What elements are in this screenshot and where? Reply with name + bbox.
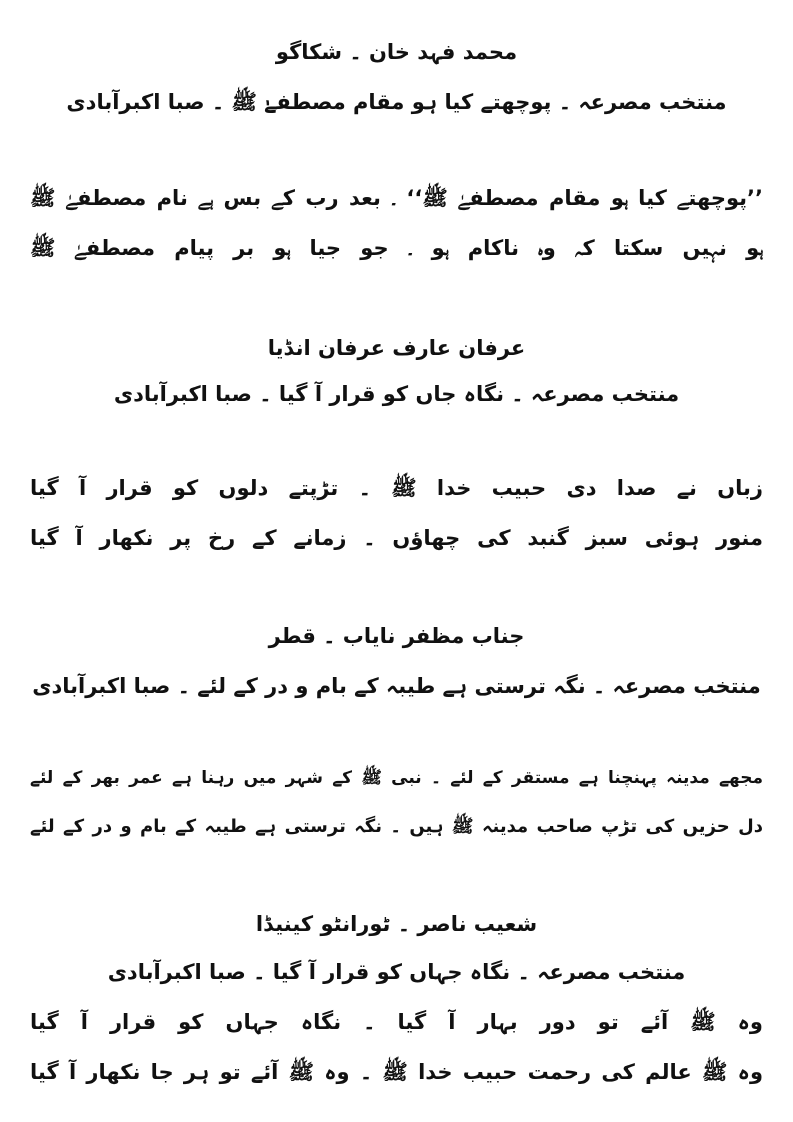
selected-misra: منتخب مصرعہ ۔ نگہ ترستی ہے طیبہ کے بام و در کے لئے ۔ صبا اکبرآبادی <box>32 674 761 698</box>
verse-line: منور ہوئی سبز گنبد کی چھاؤں ۔ زمانے کے رخ پر نکھار آ گیا <box>30 526 763 550</box>
verse-line: وہ ﷺ آئے تو دور بہار آ گیا ۔ نگاہ جہاں کو قرار آ گیا <box>30 1010 763 1034</box>
poet-name: محمد فہد خان ۔ شکاگو <box>275 40 518 64</box>
verse-line: ’’پوچھتے کیا ہو مقام مصطفےٰ ﷺ‘‘ ۔ بعد رب کے بس ہے نام مصطفےٰ ﷺ <box>30 186 763 210</box>
selected-misra: منتخب مصرعہ ۔ نگاہ جاں کو قرار آ گیا ۔ صبا اکبرآبادی <box>113 382 680 406</box>
poet-name: عرفان عارف عرفان انڈیا <box>267 336 526 360</box>
verse-line: مجھے مدینہ پہنچنا ہے مستقر کے لئے ۔ نبی ﷺ کے شہر میں رہنا ہے عمر بھر کے لئے <box>30 768 763 788</box>
poet-name: شعیب ناصر ۔ ٹورانٹو کینیڈا <box>255 912 538 936</box>
selected-misra: منتخب مصرعہ ۔ پوچھتے کیا ہو مقام مصطفےٰ ﷺ ۔ صبا اکبرآبادی <box>66 90 727 114</box>
verse-line: ہو نہیں سکتا کہ وہ ناکام ہو ۔ جو جیا ہو بر پیام مصطفےٰ ﷺ <box>30 236 763 260</box>
verse-line: وہ ﷺ عالم کی رحمت حبیب خدا ﷺ ۔ وہ ﷺ آئے تو ہر جا نکھار آ گیا <box>30 1060 763 1084</box>
verse-line: زباں نے صدا دی حبیب خدا ﷺ ۔ تڑپتے دلوں کو قرار آ گیا <box>30 476 763 500</box>
poet-name: جناب مظفر نایاب ۔ قطر <box>268 624 525 648</box>
verse-line: دل حزیں کی تڑپ صاحب مدینہ ﷺ ہیں ۔ نگہ ترستی ہے طیبہ کے بام و در کے لئے <box>30 816 763 837</box>
selected-misra: منتخب مصرعہ ۔ نگاہ جہاں کو قرار آ گیا ۔ صبا اکبرآبادی <box>107 960 686 984</box>
